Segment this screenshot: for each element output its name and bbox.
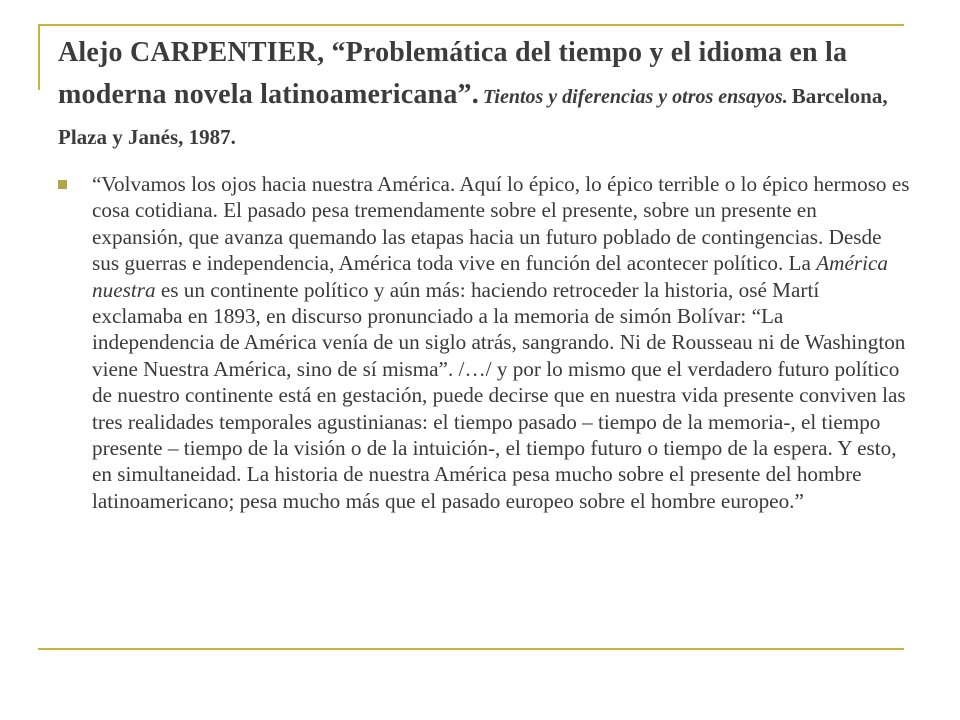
bottom-divider-line bbox=[38, 648, 904, 650]
square-bullet-icon bbox=[58, 180, 67, 189]
quote-list-item bbox=[58, 171, 910, 514]
quote-part-2: es un continente político y aún más: haciendo retroceder la historia, osé Martí exclamaba en 1893, en discurso pronunciado a la memoria de simón Bolívar: “La independencia de América venía de un siglo atrás, sangrando. Ni de Rousseau ni de Washington viene Nuestra América, sino de sí misma”. /…/ y por lo mismo que el verdadero futuro político de nuestro continente está en gestación, puede decirse que en nuestra vida presente conviven las tres realidades temporales agustinianas: el tiempo pasado – tiempo de la memoria-, el tiempo presente – tiempo de la visión o de la intuición-, el tiempo futuro o tiempo de la espera. Y esto, en simultaneidad. La historia de nuestra América pesa mucho sobre el presente del hombre latinoamericano; pesa mucho más que el pasado europeo sobre el hombre europeo.” bbox=[92, 277, 906, 513]
slide-body bbox=[58, 171, 910, 514]
title-author-essay: Alejo CARPENTIER, “Problemática del tiempo y el idioma en la moderna novela latinoamericana”. bbox=[58, 37, 848, 110]
title-book: Tientos y diferencias y otros ensayos. bbox=[482, 86, 788, 108]
quote-part-1: “Volvamos los ojos hacia nuestra América. Aquí lo épico, lo épico terrible o lo épico hermoso es cosa cotidiana. El pasado pesa tremendamente sobre el presente, sobre un presente en expansión, que avanza quemando las etapas hacia un futuro poblado de contingencias. Desde sus guerras e independencia, América toda vive en función del acontecer político. La bbox=[92, 172, 910, 276]
left-accent-line bbox=[38, 24, 40, 90]
slide-title bbox=[58, 34, 888, 159]
top-divider-line bbox=[38, 24, 904, 26]
quote-emphasis: América nuestra bbox=[92, 251, 888, 302]
title-publication: Barcelona, Plaza y Janés, 1987. bbox=[58, 84, 888, 149]
quote-text bbox=[92, 172, 909, 513]
